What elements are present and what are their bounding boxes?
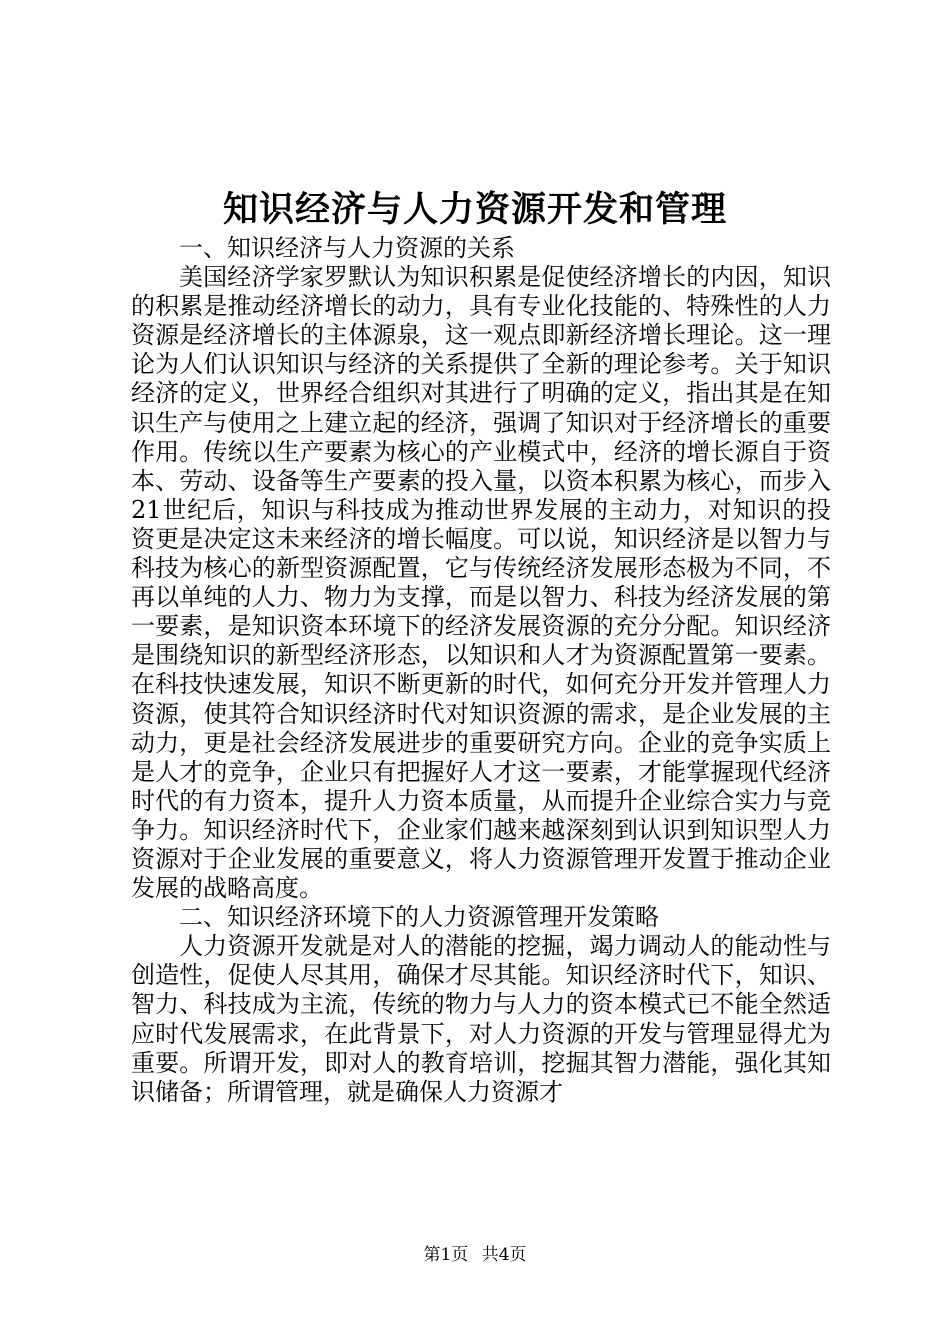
- section-paragraph-1: 美国经济学家罗默认为知识积累是促使经济增长的内因，知识的积累是推动经济增长的动力，具有专业化技能的、特殊性的人力资源是经济增长的主体源泉，这一观点即新经济增长理论。这一理论为人们认识知识与经济的关系提供了全新的理论参考。关于知识经济的定义，世界经合组织对其进行了明确的定义，指出其是在知识生产与使用之上建立起的经济，强调了知识对于经济增长的重要作用。传统以生产要素为核心的产业模式中，经济的增长源自于资本、劳动、设备等生产要素的投入量，以资本积累为核心，而步入21世纪后，知识与科技成为推动世界发展的主动力，对知识的投资更是决定这未来经济的增长幅度。可以说，知识经济是以智力与科技为核心的新型资源配置，它与传统经济发展形态极为不同，不再以单纯的人力、物力为支撑，而是以智力、科技为经济发展的第一要素，是知识资本环境下的经济发展资源的充分分配。知识经济是围绕知识的新型经济形态，以知识和人才为资源配置第一要素。在科技快速发展，知识不断更新的时代，如何充分开发并管理人力资源，使其符合知识经济时代对知识资源的需求，是企业发展的主动力，更是社会经济发展进步的重要研究方向。企业的竞争实质上是人才的竞争，企业只有把握好人才这一要素，才能掌握现代经济时代的有力资本，提升人力资本质量，从而提升企业综合实力与竞争力。知识经济时代下，企业家们越来越深刻到认识到知识型人力资源对于企业发展的重要意义，将人力资源管理开发置于推动企业发展的战略高度。: [131, 263, 831, 903]
- document-title: 知识经济与人力资源开发和管理: [222, 189, 727, 230]
- document-body: [131, 234, 831, 1107]
- section-paragraph-2: 人力资源开发就是对人的潜能的挖掘，竭力调动人的能动性与创造性，促使人尽其用，确保才尽其能。知识经济时代下，知识、智力、科技成为主流，传统的物力与人力的资本模式已不能全然适应时代发展需求，在此背景下，对人力资源的开发与管理显得尤为重要。所谓开发，即对人的教育培训，挖掘其智力潜能，强化其知识储备；所谓管理，就是确保人力资源才: [131, 932, 831, 1106]
- section-heading-2: 二、知识经济环境下的人力资源管理开发策略: [179, 903, 659, 932]
- page-number: 第1页: [423, 1245, 469, 1265]
- page-footer: [0, 1243, 950, 1267]
- section-heading-1: 一、知识经济与人力资源的关系: [179, 234, 515, 262]
- page-total: 共4页: [481, 1245, 527, 1265]
